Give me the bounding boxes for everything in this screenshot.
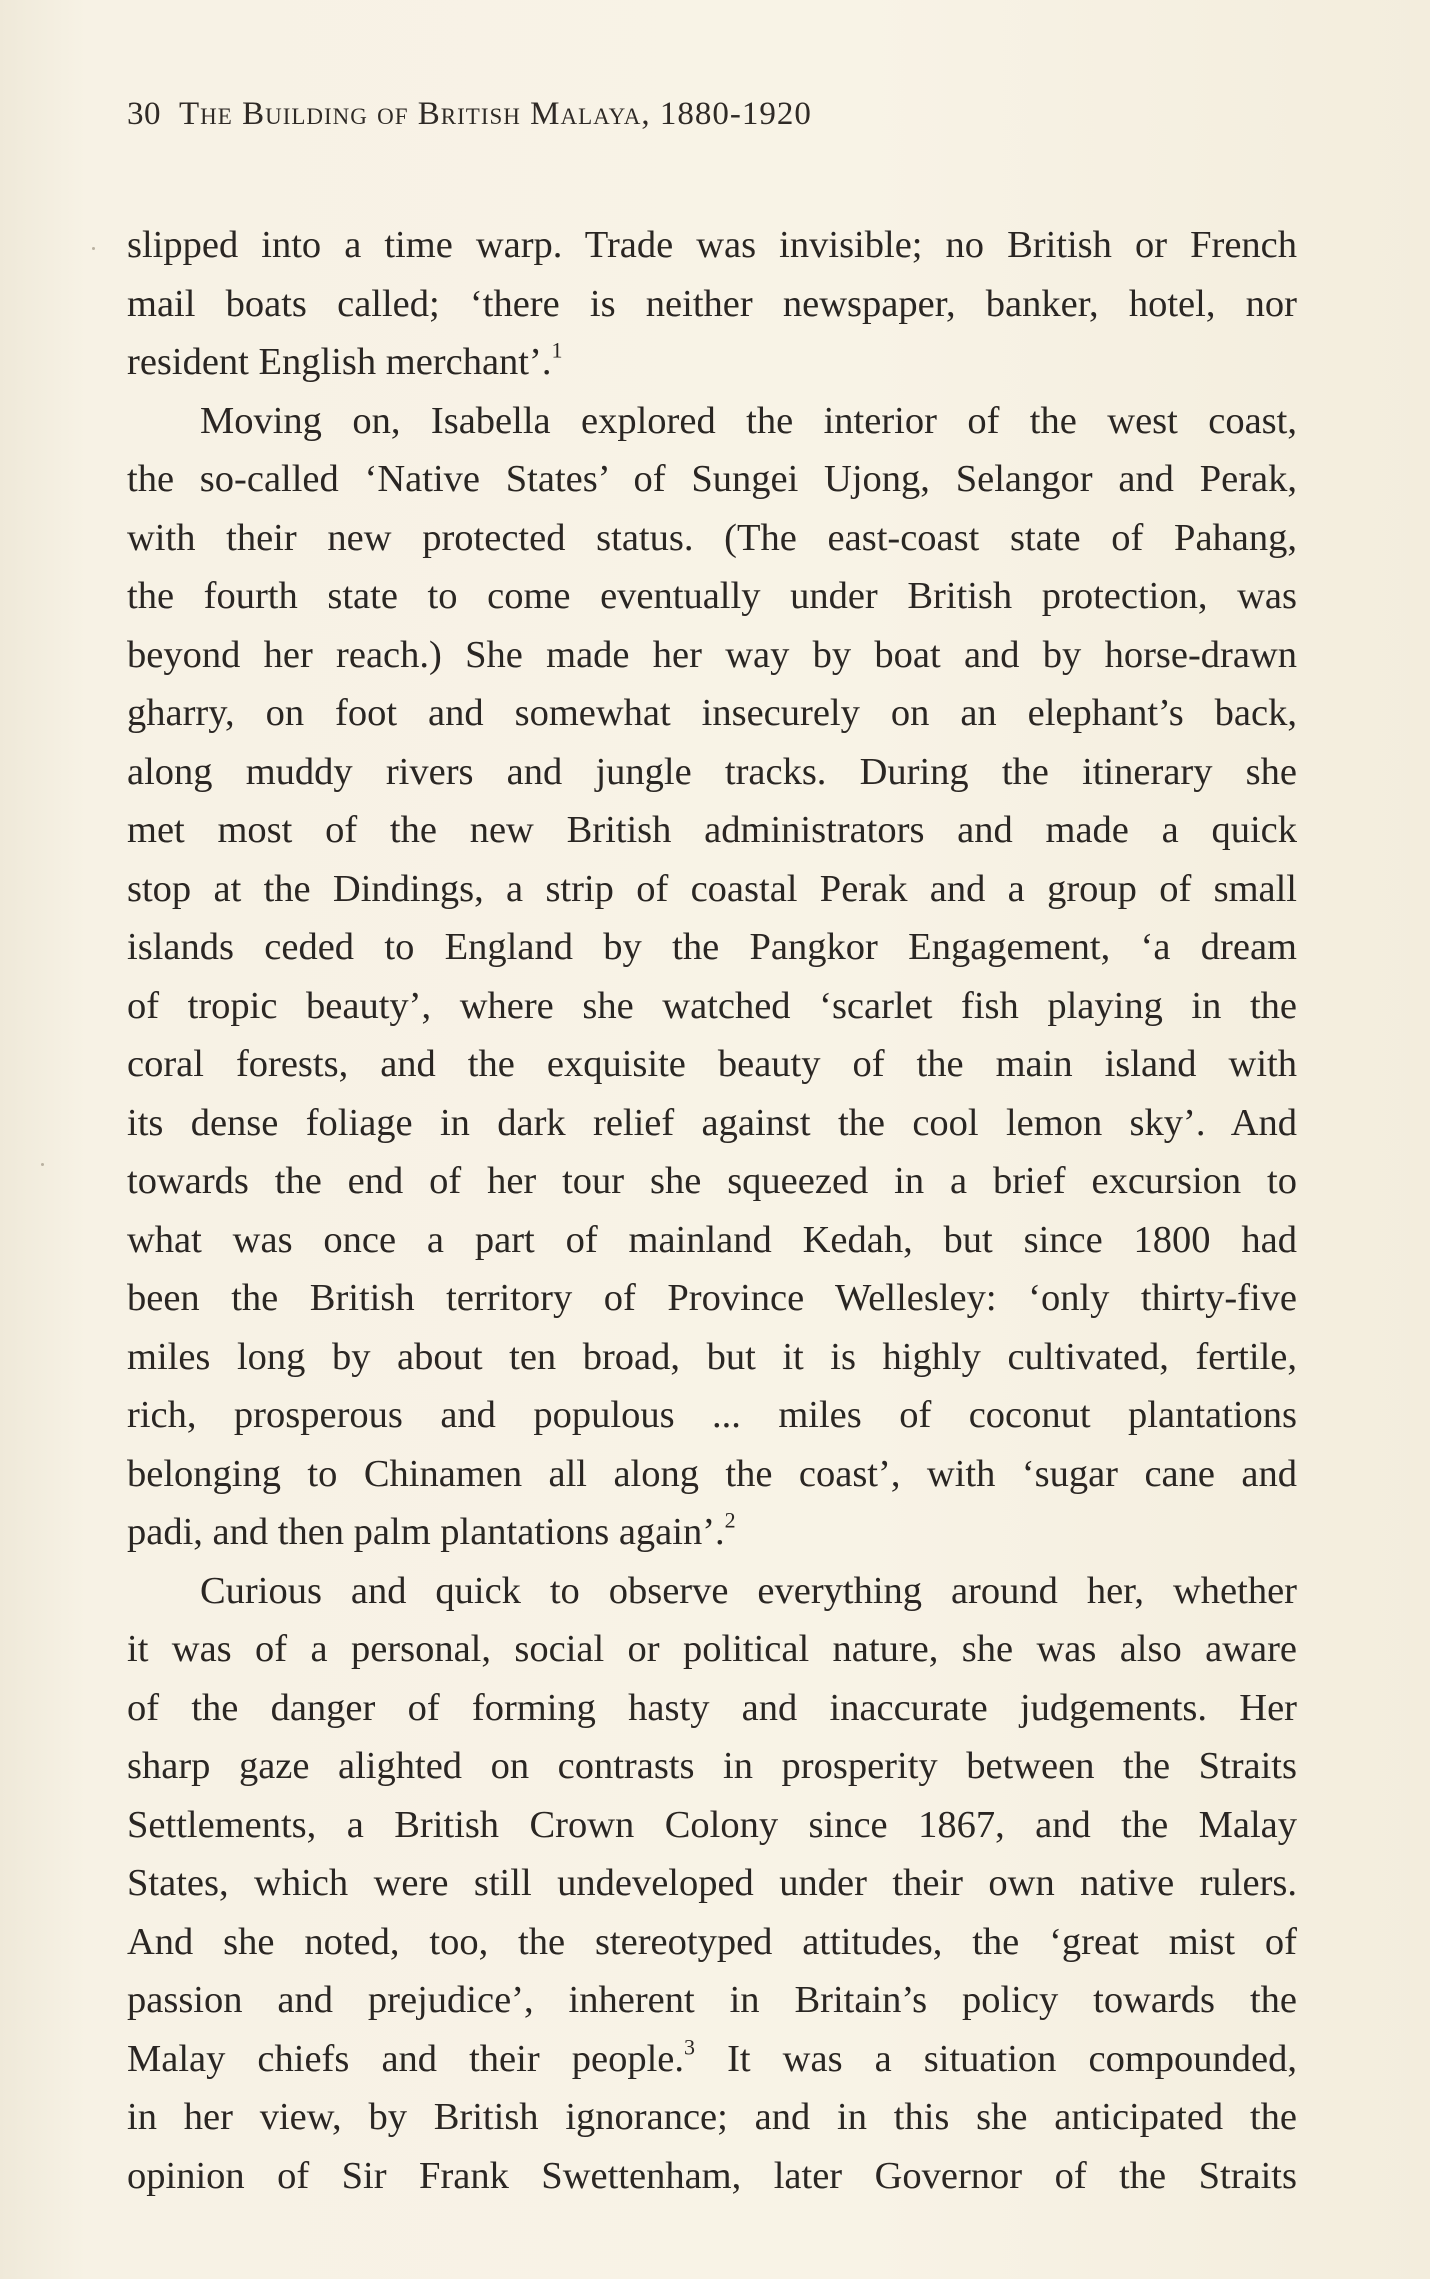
text-line	[127, 977, 1297, 1036]
line-text: what was once a part of mainland Kedah, but since 1800 had	[127, 1218, 1297, 1261]
text-line	[127, 1035, 1297, 1094]
text-line	[127, 1386, 1297, 1445]
text-line	[127, 450, 1297, 509]
line-text: gharry, on foot and somewhat insecurely on an elephant’s back,	[127, 692, 1297, 734]
text-line	[127, 1854, 1297, 1913]
text-line	[127, 918, 1297, 977]
running-head	[127, 96, 812, 133]
line-text: mail boats called; ‘there is neither newspaper, banker, hotel, nor	[127, 282, 1297, 325]
line-text: the so-called ‘Native States’ of Sungei Ujong, Selangor and Perak,	[127, 458, 1297, 500]
text-line	[127, 801, 1297, 860]
line-text: islands ceded to England by the Pangkor Engagement, ‘a dream	[127, 926, 1297, 968]
line-text: belonging to Chinamen all along the coast’, with ‘sugar cane and	[127, 1452, 1297, 1495]
text-line	[127, 1737, 1297, 1796]
footnote-marker: 2	[724, 1507, 736, 1533]
line-text: it was of a personal, social or political nature, she was also aware	[127, 1628, 1297, 1670]
text-line	[127, 567, 1297, 626]
line-text: towards the end of her tour she squeezed in a brief excursion to	[127, 1160, 1297, 1202]
text-line	[127, 1094, 1297, 1153]
text-line	[127, 1152, 1297, 1211]
line-text: its dense foliage in dark relief against the cool lemon sky’. And	[127, 1101, 1297, 1144]
line-text: of the danger of forming hasty and inaccurate judgements. Her	[127, 1686, 1297, 1729]
text-line	[127, 1562, 1297, 1621]
text-line	[127, 1679, 1297, 1738]
line-text: the fourth state to come eventually under British protection, was	[127, 575, 1297, 617]
text-line	[127, 1328, 1297, 1387]
line-text: been the British territory of Province Wellesley: ‘only thirty-five	[127, 1277, 1297, 1319]
text-line	[127, 1211, 1297, 1270]
line-text: in her view, by British ignorance; and in this she anticipated the	[127, 2096, 1297, 2138]
text-line	[127, 626, 1297, 685]
line-text: beyond her reach.) She made her way by boat and by horse-drawn	[127, 633, 1297, 676]
body-text	[127, 216, 1297, 2205]
text-line	[127, 1620, 1297, 1679]
line-text: Malay chiefs and their people.	[127, 2037, 684, 2080]
line-text: Moving on, Isabella explored the interior of the west coast,	[200, 399, 1297, 442]
footnote-marker: 1	[551, 337, 563, 363]
line-text: along muddy rivers and jungle tracks. During the itinerary she	[127, 750, 1297, 793]
line-text: States, which were still undeveloped under their own native rulers.	[127, 1862, 1297, 1904]
footnote-marker: 3	[684, 2034, 695, 2059]
line-text: Settlements, a British Crown Colony since 1867, and the Malay	[127, 1803, 1297, 1846]
line-text: Curious and quick to observe everything around her, whether	[200, 1569, 1297, 1612]
line-text: stop at the Dindings, a strip of coastal Perak and a group of small	[127, 867, 1297, 910]
line-text: miles long by about ten broad, but it is highly cultivated, fertile,	[127, 1335, 1297, 1378]
text-line	[127, 333, 1297, 392]
text-line	[127, 392, 1297, 451]
line-text: padi, and then palm plantations again’.	[127, 1511, 725, 1553]
text-line	[127, 1269, 1297, 1328]
text-line	[127, 1971, 1297, 2030]
line-text: sharp gaze alighted on contrasts in prosperity between the Straits	[127, 1745, 1297, 1787]
line-text: And she noted, too, the stereotyped attitudes, the ‘great mist of	[127, 1920, 1297, 1963]
line-text: of tropic beauty’, where she watched ‘scarlet fish playing in the	[127, 984, 1297, 1027]
text-line	[127, 1445, 1297, 1504]
text-line	[127, 1913, 1297, 1972]
line-text: rich, prosperous and populous ... miles of coconut plantations	[127, 1394, 1297, 1436]
text-line	[127, 275, 1297, 334]
text-line	[127, 684, 1297, 743]
text-line	[127, 1796, 1297, 1855]
text-line	[127, 743, 1297, 802]
line-text: met most of the new British administrators and made a quick	[127, 809, 1297, 851]
text-line	[127, 860, 1297, 919]
line-text: resident English merchant’.	[127, 341, 552, 383]
line-text-continued: It was a situation compounded,	[695, 2037, 1297, 2080]
page-number: 30	[127, 96, 161, 132]
paper-speck	[92, 247, 95, 250]
text-line	[127, 1503, 1297, 1562]
line-text: slipped into a time warp. Trade was invisible; no British or French	[127, 224, 1297, 266]
paper-speck	[41, 1163, 44, 1166]
line-text: opinion of Sir Frank Swettenham, later Governor of the Straits	[127, 2154, 1297, 2197]
line-text: with their new protected status. (The east-coast state of Pahang,	[127, 516, 1297, 559]
text-line	[127, 2088, 1297, 2147]
text-line	[127, 509, 1297, 568]
text-line	[127, 2030, 1297, 2089]
line-text: passion and prejudice’, inherent in Britain’s policy towards the	[127, 1979, 1297, 2021]
text-line	[127, 2147, 1297, 2206]
line-text: coral forests, and the exquisite beauty of the main island with	[127, 1043, 1297, 1085]
running-title: The Building of British Malaya, 1880-1920	[179, 96, 812, 132]
text-line	[127, 216, 1297, 275]
